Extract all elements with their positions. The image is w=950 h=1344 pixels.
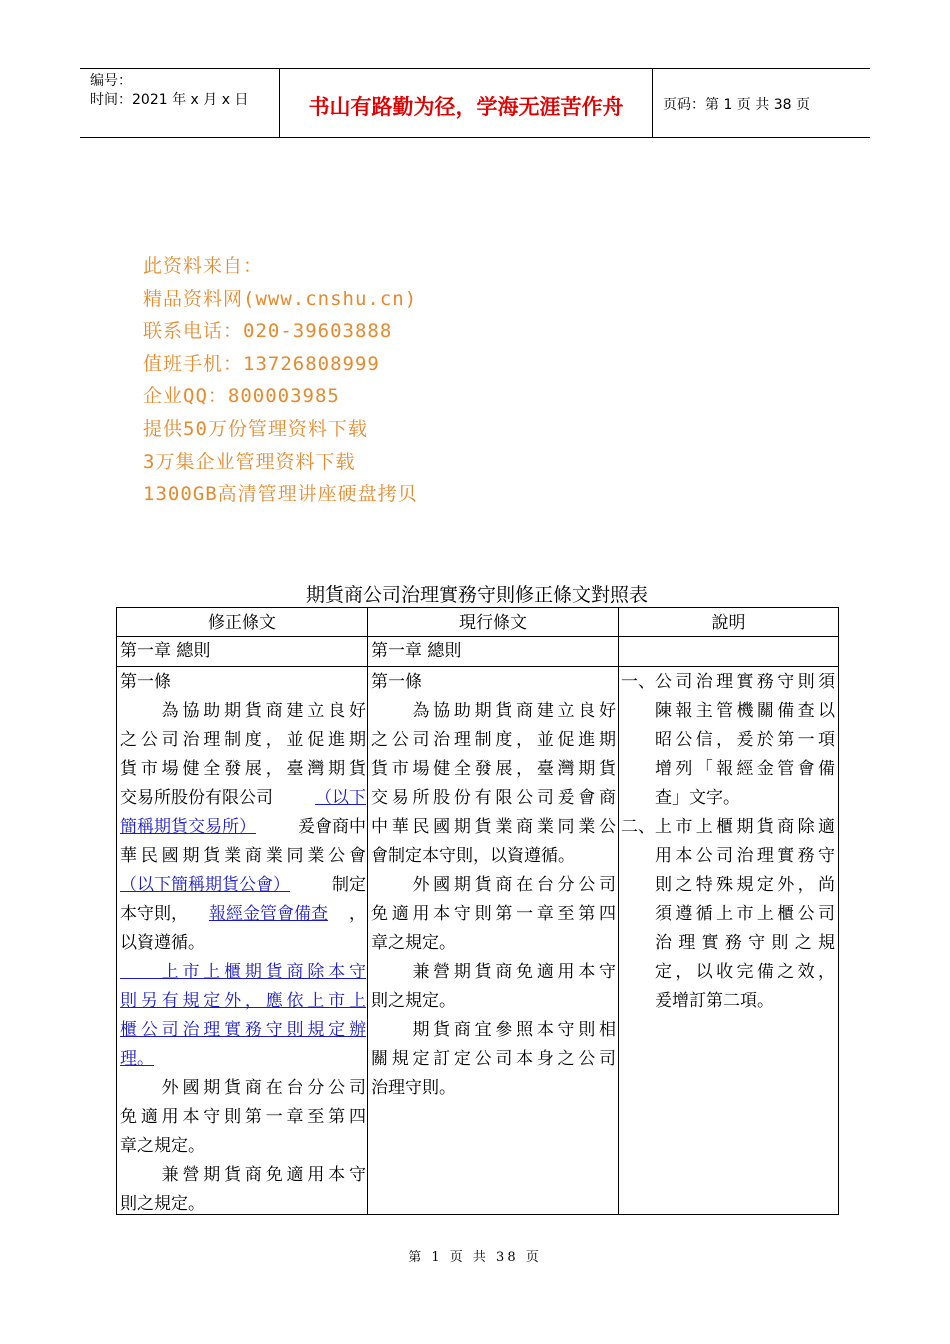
- text-line: 免適用本守則第一章至第四: [120, 1107, 366, 1127]
- text-line: 用本公司治理實務守: [655, 846, 835, 866]
- text-segment: 爰會商中: [298, 817, 366, 837]
- text-line: 上市上櫃期貨商除適: [655, 817, 835, 837]
- text-line: 陳報主管機關備查以: [655, 701, 835, 721]
- text-line: 免適用本守則第一章至第四: [371, 904, 616, 924]
- text-line: 治理守則。: [371, 1078, 456, 1098]
- header-motto-cell: [280, 69, 653, 137]
- column-divider: [618, 608, 619, 1214]
- amended-insert: 簡稱期貨交易所）: [120, 817, 256, 837]
- text-line: [120, 1045, 366, 1074]
- text-line: [120, 871, 366, 900]
- ad-line: 提供50万份管理资料下载: [143, 417, 368, 440]
- text-line: 會制定本守則，以資遵循。: [371, 846, 575, 866]
- text-line: 之公司治理制度，並促進期: [371, 730, 616, 750]
- text-line: 為協助期貨商建立良好: [371, 701, 616, 721]
- text-line: 以資遵循。: [120, 933, 205, 953]
- amended-text-cell: [120, 668, 366, 1219]
- text-line: 外國期貨商在台分公司: [120, 1078, 366, 1098]
- text-line: 外國期貨商在台分公司: [371, 875, 616, 895]
- text-segment: 制定: [332, 875, 366, 895]
- amended-insert: （以下簡稱期貨公會）: [120, 875, 290, 895]
- ad-line: 值班手机：13726808999: [143, 352, 380, 375]
- explanation-cell: [621, 668, 835, 1016]
- header-explanation: 說明: [711, 613, 746, 633]
- page-info: 页码：第 1 页 共 38 页: [663, 97, 810, 113]
- text-segment: ，: [349, 904, 366, 924]
- text-line: 則之特殊規定外，尚: [655, 875, 835, 895]
- text-line: 兼營期貨商免適用本守: [371, 962, 616, 982]
- explanation-item: [621, 668, 835, 813]
- text-line: 爰增訂第二項。: [655, 991, 774, 1011]
- text-line: 期貨商宜參照本守則相: [371, 1020, 616, 1040]
- time-label: 时间：2021 年 x 月 x 日: [90, 92, 249, 108]
- source-ad-block: [143, 250, 418, 511]
- text-line: 則之規定。: [120, 1194, 205, 1214]
- text-line: [120, 784, 366, 813]
- row-divider: [117, 666, 838, 667]
- text-line: 貨市場健全發展，臺灣期貨: [120, 759, 366, 779]
- text-line: 公司治理實務守則須: [655, 672, 835, 692]
- ad-line: 企业QQ：800003985: [143, 385, 340, 408]
- chapter-explanation: [619, 637, 838, 666]
- text-line: [120, 813, 366, 842]
- text-line: [120, 900, 366, 929]
- item-number: 二、: [621, 817, 655, 837]
- text-line: 之公司治理制度，並促進期: [120, 730, 366, 750]
- explanation-item: [621, 813, 835, 1016]
- text-line: 中華民國期貨業商業同業公: [371, 817, 616, 837]
- text-line: 則之規定。: [371, 991, 456, 1011]
- ad-line: 精品资料网(www.cnshu.cn): [143, 287, 418, 310]
- ad-line: 联系电话：020-39603888: [143, 320, 393, 343]
- text-line: 交易所股份有限公司爰會商: [371, 788, 616, 808]
- page-header: [80, 68, 870, 138]
- text-line: 章之規定。: [120, 1136, 205, 1156]
- item-number: 一、: [621, 672, 655, 692]
- text-segment: 交易所股份有限公司: [120, 788, 273, 808]
- column-divider: [367, 608, 368, 1214]
- text-line: 增列「報經金管會備: [655, 759, 835, 779]
- header-meta-cell: [80, 69, 280, 137]
- amended-insert-line: 櫃公司治理實務守則規定辦: [120, 1020, 366, 1040]
- comparison-table: [116, 607, 839, 1215]
- text-line: 須遵循上市上櫃公司: [655, 904, 835, 924]
- article-heading: 第一條: [371, 672, 422, 692]
- header-current: 現行條文: [459, 613, 527, 633]
- current-text-cell: [371, 668, 616, 1103]
- ad-line: 3万集企业管理资料下载: [143, 450, 356, 473]
- document-title: 期貨商公司治理實務守則修正條文對照表: [305, 584, 648, 606]
- text-line: 為協助期貨商建立良好: [120, 701, 366, 721]
- article-heading: 第一條: [120, 672, 171, 692]
- text-line: 兼營期貨商免適用本守: [120, 1165, 366, 1185]
- number-label: 编号：: [90, 73, 132, 89]
- text-line: 章之規定。: [371, 933, 456, 953]
- amended-insert: （以下: [315, 788, 366, 808]
- text-line: 定，以收完備之效，: [655, 962, 835, 982]
- text-segment: 本守則，: [120, 904, 188, 924]
- text-line: 查」文字。: [655, 788, 740, 808]
- ad-line: 1300GB高清管理讲座硬盘拷贝: [143, 483, 418, 506]
- text-line: 關規定訂定公司本身之公司: [371, 1049, 616, 1069]
- item-text: [655, 668, 835, 813]
- text-line: 昭公信，爰於第一項: [655, 730, 835, 750]
- amended-insert: 報經金管會備查: [209, 904, 328, 924]
- text-line: 華民國期貨業商業同業公會: [120, 846, 366, 866]
- amended-insert-line: 上市上櫃期貨商除本守: [120, 962, 366, 982]
- page-footer: 第 1 页 共 38 页: [408, 1250, 542, 1265]
- header-page-cell: [653, 69, 870, 137]
- chapter-current: 第一章 總則: [371, 641, 462, 661]
- amended-insert: 理。: [120, 1049, 154, 1069]
- motto: 书山有路勤为径，学海无涯苦作舟: [308, 95, 624, 119]
- amended-insert-line: 則另有規定外，應依上市上: [120, 991, 366, 1011]
- chapter-amended: 第一章 總則: [120, 641, 211, 661]
- item-text: [655, 813, 835, 1016]
- header-amended: 修正條文: [208, 613, 276, 633]
- text-line: 治理實務守則之規: [655, 933, 835, 953]
- text-line: 貨市場健全發展，臺灣期貨: [371, 759, 616, 779]
- ad-line: 此资料来自：: [143, 255, 264, 277]
